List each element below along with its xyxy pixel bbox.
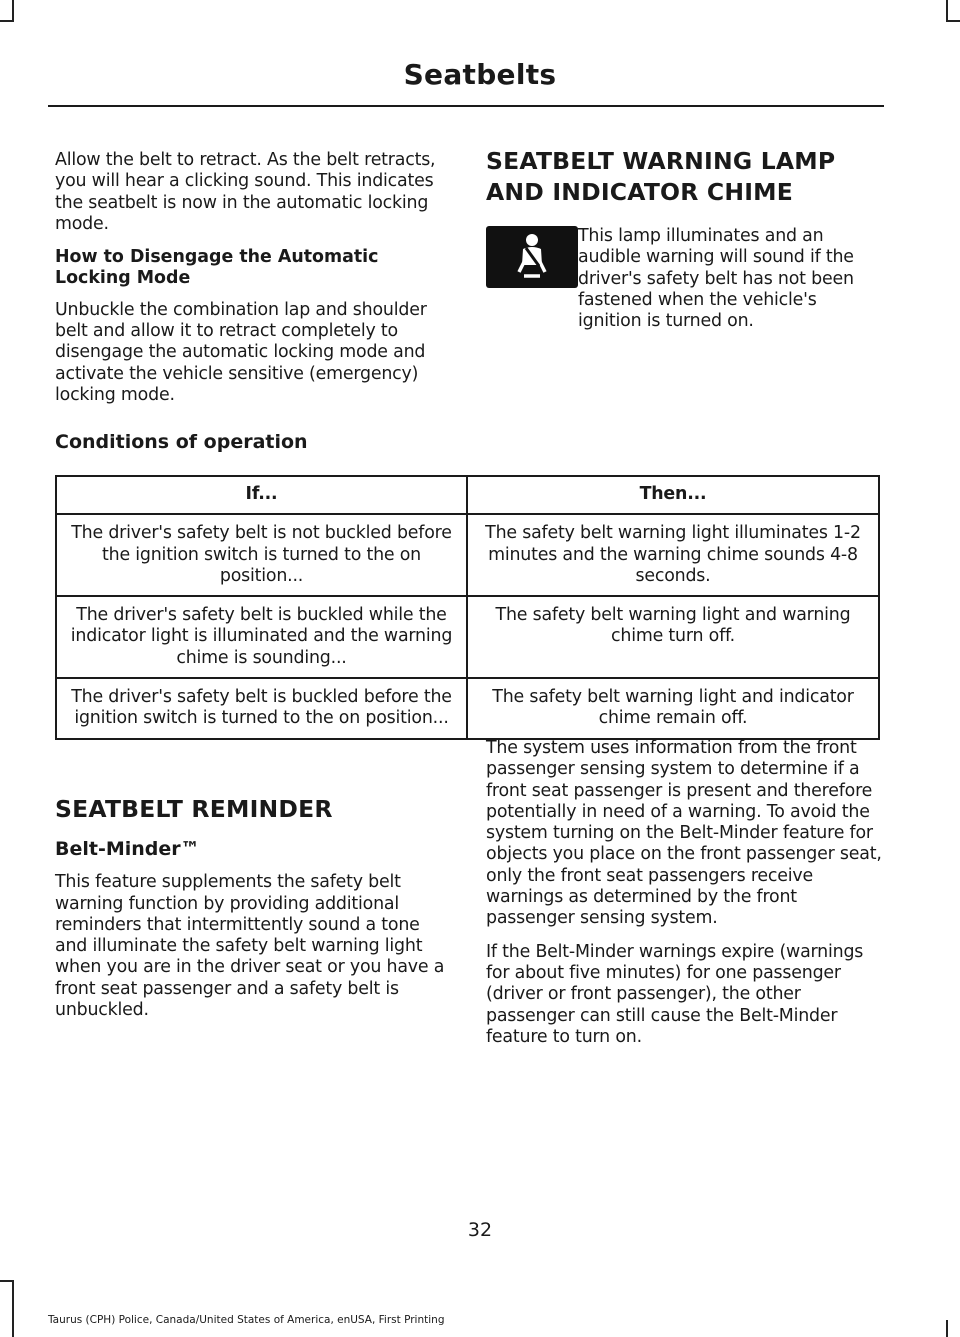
page-number: 32 [467, 1219, 493, 1241]
paragraph-passenger-sensing: The system uses information from the front passenger sensing system to determine if a front seat passenger is present and therefore potentially in need of a warning. To avoid the system turning on the Belt-Minder feature for objects you place on the front passenger seat, only the front seat passengers receive warnings as determined by the front passenger sensing system. [486, 738, 882, 929]
page-title: Seatbelts [403, 58, 557, 91]
table-cell-if: The driver's safety belt is buckled before the ignition switch is turned to the on position... [56, 678, 467, 739]
column-header-if: If... [56, 476, 467, 514]
crop-mark [946, 1320, 948, 1337]
paragraph-retract: Allow the belt to retract. As the belt retracts, you will hear a clicking sound. This indicates the seatbelt is now in the automatic locking mode. [55, 150, 436, 234]
icon-spacer [486, 226, 578, 288]
left-column-top [55, 150, 451, 418]
table-cell-then: The safety belt warning light and indicator chime remain off. [467, 678, 879, 739]
crop-mark [12, 1280, 14, 1337]
warning-lamp-section [486, 146, 882, 208]
table-row [56, 514, 879, 596]
crop-mark [946, 20, 960, 22]
table-cell-if: The driver's safety belt is buckled while the indicator light is illuminated and the warning chime is sounding... [56, 596, 467, 678]
crop-mark [0, 1280, 14, 1282]
reminder-continued [486, 738, 882, 1060]
warning-lamp-text [486, 226, 882, 332]
table-cell-then: The safety belt warning light illuminates 1-2 minutes and the warning chime sounds 4-8 seconds. [467, 514, 879, 596]
conditions-heading: Conditions of operation [55, 431, 308, 453]
paragraph-warnings-expire: If the Belt-Minder warnings expire (warnings for about five minutes) for one passenger (driver or front passenger), the other passenger can still cause the Belt-Minder feature to turn on. [486, 941, 864, 1047]
table-cell-then: The safety belt warning light and warning chime turn off. [467, 596, 879, 678]
subheading-disengage: How to Disengage the Automatic Locking Mode [55, 247, 379, 289]
conditions-table [55, 475, 880, 740]
section-heading-reminder: SEATBELT REMINDER [55, 795, 333, 823]
footer-text: Taurus (CPH) Police, Canada/United States of America, enUSA, First Printing [48, 1314, 445, 1326]
heading-line-2: AND INDICATOR CHIME [486, 178, 793, 206]
crop-mark [946, 0, 948, 20]
table-cell-if: The driver's safety belt is not buckled before the ignition switch is turned to the on position... [56, 514, 467, 596]
crop-mark [0, 20, 14, 22]
reminder-section [55, 794, 451, 1033]
warning-lamp-description: This lamp illuminates and an audible warning will sound if the driver's safety belt has not been fastened when the vehicle's ignition is turned on. [578, 226, 854, 332]
header-divider [48, 105, 884, 107]
paragraph-disengage: Unbuckle the combination lap and shoulder belt and allow it to retract completely to disengage the automatic locking mode and activate the vehicle sensitive (emergency) locking mode. [55, 299, 427, 405]
column-header-then: Then... [467, 476, 879, 514]
table-row [56, 596, 879, 678]
paragraph-belt-minder-intro: This feature supplements the safety belt warning function by providing additional reminders that intermittently sound a tone and illuminate the safety belt warning light when you are in the driver seat or you have a front seat passenger and a safety belt is unbuckled. [55, 872, 445, 1021]
table-header-row [56, 476, 879, 514]
heading-line-1: SEATBELT WARNING LAMP [486, 147, 836, 175]
table-row [56, 678, 879, 739]
subheading-belt-minder: Belt-Minder™ [55, 838, 200, 860]
crop-mark [12, 0, 14, 20]
section-heading-warning-lamp [486, 146, 882, 208]
